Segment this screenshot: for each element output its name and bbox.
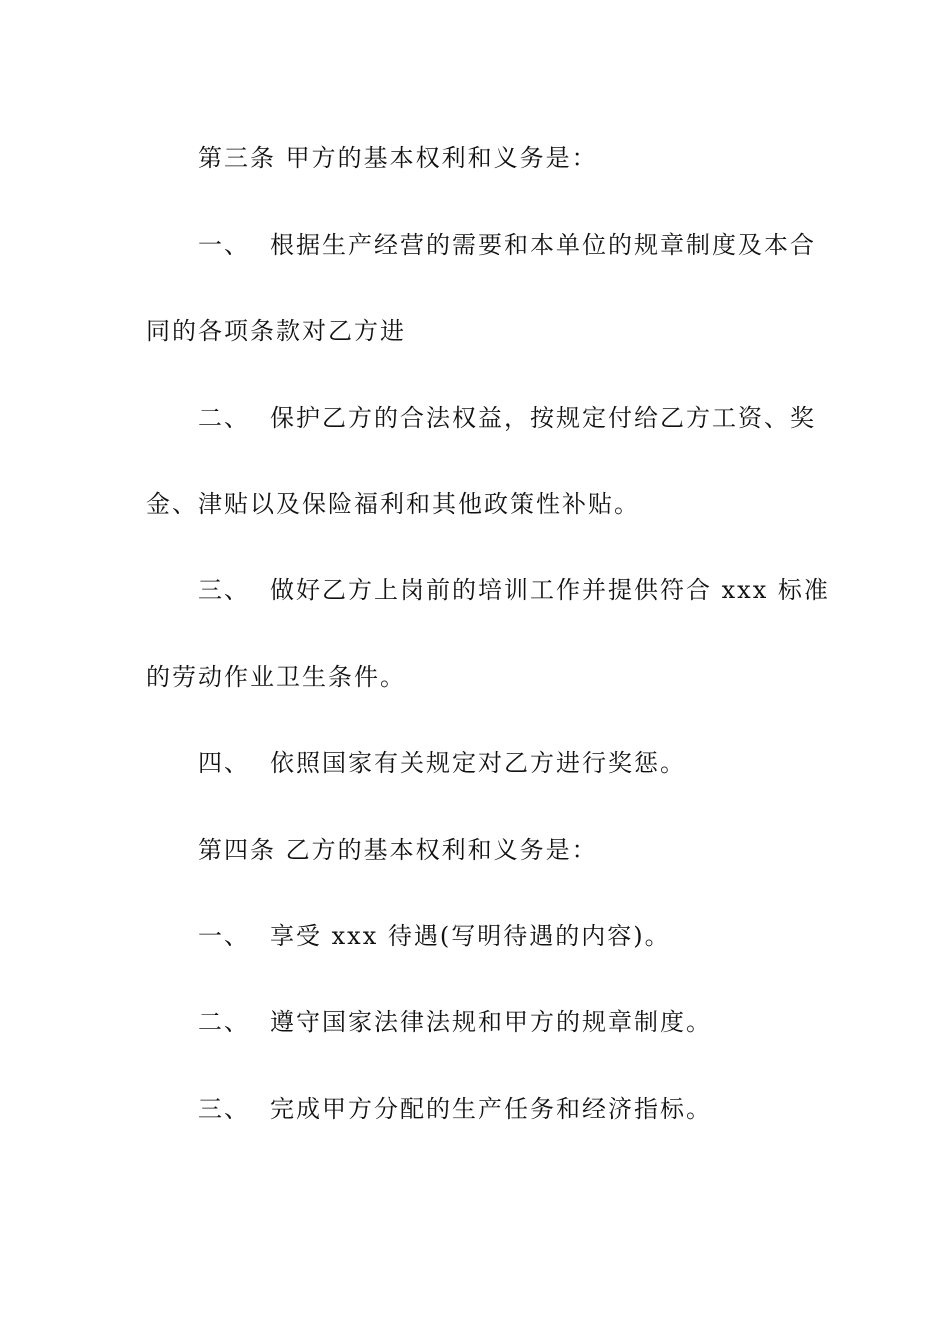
article3-item4-marker: 四、	[198, 749, 250, 777]
article4-item3	[198, 1093, 712, 1125]
article3-item3-marker: 三、	[198, 576, 250, 604]
article3-heading-text: 第三条 甲方的基本权利和义务是：	[198, 144, 598, 172]
article4-item1-marker: 一、	[198, 922, 250, 950]
article3-item1-text: 根据生产经营的需要和本单位的规章制度及本合	[270, 231, 816, 259]
article4-heading	[198, 834, 598, 866]
article3-item1-continuation: 同的各项条款对乙方进	[146, 317, 406, 345]
article3-heading	[198, 142, 598, 174]
article3-item3-line2	[146, 661, 406, 693]
article4-item1	[198, 920, 671, 952]
article3-item1-line2	[146, 315, 406, 347]
article4-item2-text: 遵守国家法律法规和甲方的规章制度。	[270, 1008, 712, 1036]
article4-item2	[198, 1006, 712, 1038]
article3-item2-marker: 二、	[198, 404, 250, 432]
article3-item2-line2	[146, 488, 640, 520]
article4-item3-marker: 三、	[198, 1095, 250, 1123]
article3-item3-line1	[198, 574, 830, 606]
article3-item3-text: 做好乙方上岗前的培训工作并提供符合 xxx 标准	[270, 576, 830, 604]
article3-item2-line1	[198, 402, 816, 434]
article3-item2-continuation: 金、津贴以及保险福利和其他政策性补贴。	[146, 490, 640, 518]
article3-item1-line1	[198, 229, 816, 261]
article3-item4-text: 依照国家有关规定对乙方进行奖惩。	[270, 749, 686, 777]
article3-item2-text: 保护乙方的合法权益，按规定付给乙方工资、奖	[270, 404, 816, 432]
article3-item3-continuation: 的劳动作业卫生条件。	[146, 663, 406, 691]
article4-item1-text: 享受 xxx 待遇(写明待遇的内容)。	[270, 922, 671, 950]
article4-item2-marker: 二、	[198, 1008, 250, 1036]
article3-item4	[198, 747, 686, 779]
article4-heading-text: 第四条 乙方的基本权利和义务是：	[198, 836, 598, 864]
article3-item1-marker: 一、	[198, 231, 250, 259]
article4-item3-text: 完成甲方分配的生产任务和经济指标。	[270, 1095, 712, 1123]
